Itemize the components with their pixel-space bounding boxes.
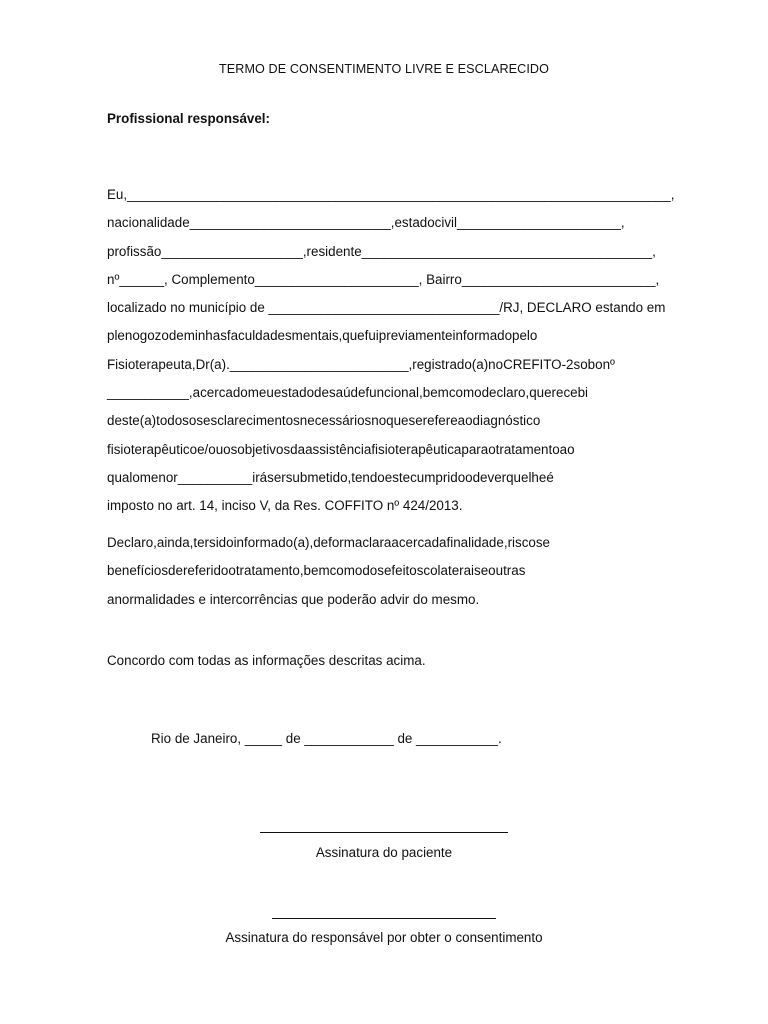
text-line: [107, 351, 662, 379]
word: minhas: [183, 328, 227, 344]
word: submetido,: [285, 469, 352, 485]
text-line: profissão___________________,residente_______________________________________,: [107, 243, 656, 259]
text-line: [107, 436, 662, 464]
declaration-paragraph: [107, 181, 675, 521]
word: ter: [193, 535, 209, 550]
word: assistência: [305, 441, 372, 457]
agreement-statement: Concordo com todas as informações descritas acima.: [107, 653, 426, 668]
word: o: [488, 441, 496, 457]
word: que: [342, 328, 365, 344]
word: bem: [303, 563, 330, 579]
word: como: [448, 385, 482, 401]
patient-signature-line: [260, 832, 508, 833]
word: que: [529, 385, 552, 401]
word: diagnóstico: [472, 413, 541, 429]
patient-signature-label: Assinatura do paciente: [315, 845, 453, 860]
word: funcional,: [365, 385, 423, 401]
word: declaro,: [481, 385, 530, 401]
word: de: [168, 328, 184, 344]
word: deste(a): [107, 413, 157, 429]
responsible-signature-line: [272, 918, 496, 919]
word: este: [384, 469, 411, 485]
word: refere: [422, 413, 458, 429]
word: nº: [602, 356, 615, 372]
word: mentais,: [291, 328, 343, 344]
text-line: imposto no art. 14, inciso V, da Res. COFFITO nº 424/2013.: [107, 498, 463, 514]
word: ao: [457, 413, 473, 429]
text-line: [107, 407, 662, 435]
text-line: [107, 464, 662, 492]
word: cumprido: [410, 469, 466, 485]
word: civil: [434, 215, 457, 231]
word: sido: [209, 535, 234, 550]
word: dos: [362, 563, 384, 579]
word: fisioterapêutico: [107, 441, 198, 457]
word: ______________________,: [457, 215, 625, 231]
word: _________________________________________________________________________,: [127, 187, 675, 202]
word: de: [314, 385, 329, 401]
word: nacionalidade___________________________,: [107, 215, 395, 231]
word: informado: [452, 328, 513, 344]
word: efeitos: [383, 563, 424, 579]
word: da: [431, 535, 447, 550]
word: é: [546, 469, 554, 485]
word: informado: [233, 535, 294, 550]
word: fui: [364, 328, 379, 344]
word: referido: [182, 563, 229, 579]
word: todos: [156, 413, 189, 429]
text-line: localizado no município de _______________________________/RJ, DECLARO estando em: [107, 300, 666, 316]
word: esclarecimentos: [203, 413, 300, 429]
text-line: [107, 529, 662, 557]
word: ser: [267, 469, 286, 485]
date-line: Rio de Janeiro, _____ de ____________ de ___________.: [151, 731, 502, 746]
word: outras: [488, 563, 526, 579]
word: recebi: [551, 385, 589, 401]
word: finalidade,: [446, 535, 508, 550]
word: registrado(a): [412, 356, 489, 372]
word: como: [329, 563, 363, 579]
word: estado: [394, 215, 435, 231]
word: da: [290, 441, 306, 457]
word: Declaro,: [107, 535, 157, 550]
word: lhe: [528, 469, 547, 485]
word: o: [595, 356, 603, 372]
text-line: nº______, Complemento______________________, Bairro__________________________,: [107, 271, 660, 287]
word: pleno: [107, 328, 140, 344]
word: dever: [472, 469, 507, 485]
word: saúde: [328, 385, 366, 401]
word: ainda,: [156, 535, 194, 550]
word: o: [465, 469, 473, 485]
text-line: [107, 379, 662, 407]
word: no: [488, 356, 504, 372]
word: qual: [107, 469, 133, 485]
word: menor: [139, 469, 178, 485]
document-title: TERMO DE CONSENTIMENTO LIVRE E ESCLARECIDO: [218, 62, 550, 76]
word: tratamento: [495, 441, 560, 457]
word: acerca: [192, 385, 233, 401]
word: tratamento,: [235, 563, 304, 579]
word: ___________,: [107, 385, 193, 401]
word: Fisioterapeuta,: [107, 356, 196, 372]
word: __________: [177, 469, 253, 485]
text-line: [107, 557, 662, 585]
word: fisioterapêutica: [371, 441, 462, 457]
word: se: [408, 413, 423, 429]
word: acerca: [391, 535, 432, 550]
word: ao: [559, 441, 575, 457]
word: do: [232, 385, 248, 401]
word: os: [223, 441, 238, 457]
text-line: [107, 181, 675, 209]
word: clara: [362, 535, 392, 550]
word: forma: [328, 535, 363, 550]
word: tendo: [351, 469, 385, 485]
word: Dr(a).________________________,: [195, 356, 413, 372]
word: e/ou: [197, 441, 224, 457]
word: o: [228, 563, 236, 579]
word: faculdades: [226, 328, 292, 344]
word: o: [132, 469, 140, 485]
word: de: [168, 563, 183, 579]
word: gozo: [139, 328, 169, 344]
responsible-signature-label: Assinatura do responsável por obter o consentimento: [225, 930, 543, 945]
word: objetivos: [237, 441, 291, 457]
word: necessários: [299, 413, 372, 429]
word: e: [542, 535, 550, 550]
word: (a),: [293, 535, 314, 550]
word: meu: [247, 385, 274, 401]
text-line: anormalidades e intercorrências que poderão advir do mesmo.: [107, 591, 480, 607]
word: de: [313, 535, 329, 550]
word: sob: [573, 356, 596, 372]
text-line: [107, 209, 662, 237]
word: no: [371, 413, 387, 429]
word: Eu,: [107, 187, 128, 202]
information-paragraph: [107, 529, 662, 614]
word: benefícios: [107, 563, 169, 579]
word: para: [461, 441, 489, 457]
word: pelo: [512, 328, 538, 344]
word: que: [386, 413, 409, 429]
word: os: [188, 413, 204, 429]
text-line: [107, 322, 662, 350]
word: irá: [252, 469, 268, 485]
word: que: [506, 469, 529, 485]
word: e: [480, 563, 489, 579]
word: previamente: [378, 328, 453, 344]
word: estado: [273, 385, 315, 401]
professional-label: Profissional responsável:: [107, 111, 270, 126]
word: riscos: [507, 535, 543, 550]
word: colaterais: [423, 563, 481, 579]
word: CREFITO-2: [503, 356, 574, 372]
word: bem: [422, 385, 449, 401]
